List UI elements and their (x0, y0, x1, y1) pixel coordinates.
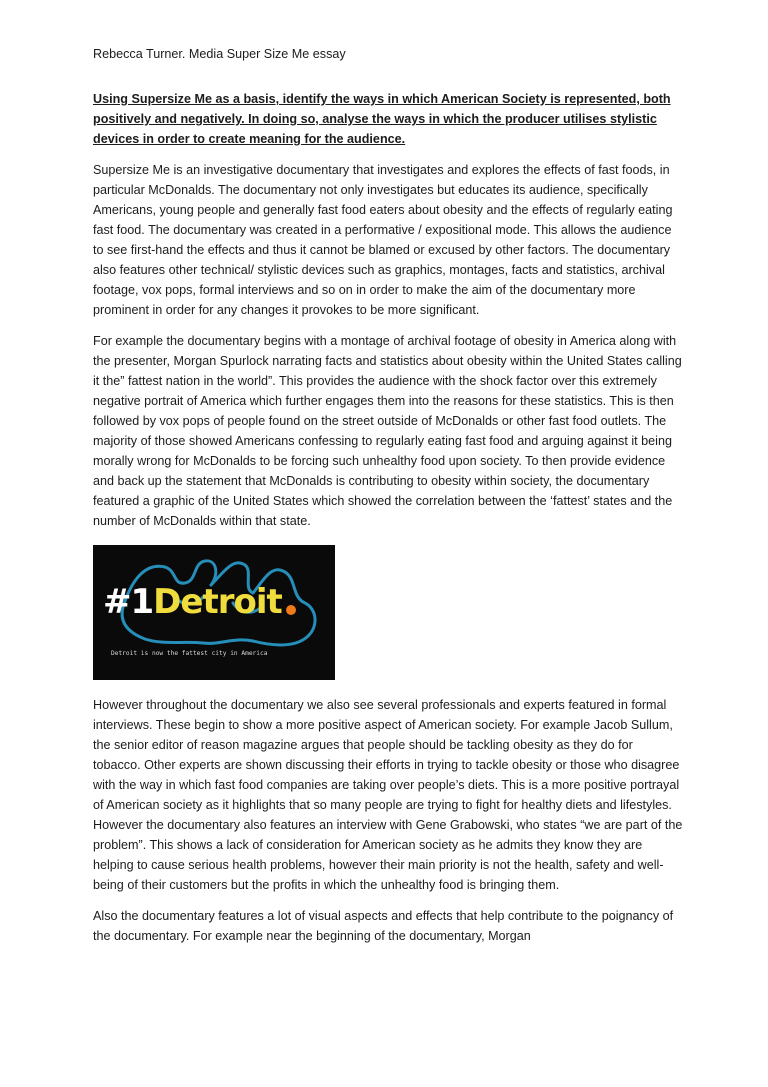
figure-title (103, 582, 282, 622)
paragraph-montage: For example the documentary begins with a montage of archival footage of obesity in America along with the presenter, Morgan Spurlock narrating facts and statistics about obesity within the United States calling it the” fattest nation in the world”. This provides the audience with the shock factor over this extremely negative portrait of America which further engages them into the reasons for these statistics. This is then followed by vox pops of people found on the street outside of McDonalds or other fast food outlets. The majority of those showed Americans confessing to regularly eating fast food and arguing against it being morally wrong for McDonalds to be forcing such unhealthy food upon society. To then provide evidence and back up the statement that McDonalds is contributing to obesity within society, the documentary featured a graphic of the United States which showed the correlation between the ‘fattest’ states and the number of McDonalds within that state. (93, 334, 682, 528)
document-header: Rebecca Turner. Media Super Size Me essay (93, 47, 346, 61)
figure-title-main: Detroit (153, 582, 282, 622)
paragraph-interviews: However throughout the documentary we also see several professionals and experts featured in formal interviews. These begin to show a more positive aspect of American society. For example Jacob Sullum, the senior editor of reason magazine argues that people should be tackling obesity as they do for tobacco. Other experts are shown discussing their efforts in trying to tackle obesity or those who disagree with the way in which fast food companies are taking over people’s diets. This is a more positive portrayal of American society as it highlights that so many people are trying to fight for healthy diets and lifestyles. However the documentary also features an interview with Gene Grabowski, who states “we are part of the problem”. This shows a lack of consideration for American society as he admits they know they are helping to cause serious health problems, however their main priority is not the health, safety and well-being of their customers but the profits in which the unhealthy food is bringing them. (93, 698, 683, 892)
paragraph-intro: Supersize Me is an investigative documentary that investigates and explores the effects of fast foods, in particular McDonalds. The documentary not only investigates but educates its audience, specifically Americans, young people and generally fast food eaters about obesity and the effects of regularly eating fast food. The documentary was created in a performative / expositional mode. This allows the audience to see first-hand the effects and thus it cannot be blamed or excused by other factors. The documentary also features other technical/ stylistic devices such as graphics, montages, facts and statistics, archival footage, vox pops, formal interviews and so on in order to make the aim of the documentary more prominent in order for any changes it provokes to be more significant. (93, 163, 673, 317)
paragraph-visuals: Also the documentary features a lot of visual aspects and effects that help contribute to the poignancy of the documentary. For example near the beginning of the documentary, Morgan (93, 909, 674, 943)
orange-dot-icon (286, 605, 296, 615)
figure-title-prefix: #1 (103, 582, 154, 622)
figure-caption: Detroit is now the fattest city in America (111, 650, 268, 657)
detroit-graphic-image (93, 545, 335, 680)
essay-question: Using Supersize Me as a basis, identify the ways in which American Society is represented, both positively and negatively. In doing so, analyse the ways in which the producer utilises stylistic devices in order to create meaning for the audience. (93, 92, 671, 146)
document-page (93, 44, 683, 957)
